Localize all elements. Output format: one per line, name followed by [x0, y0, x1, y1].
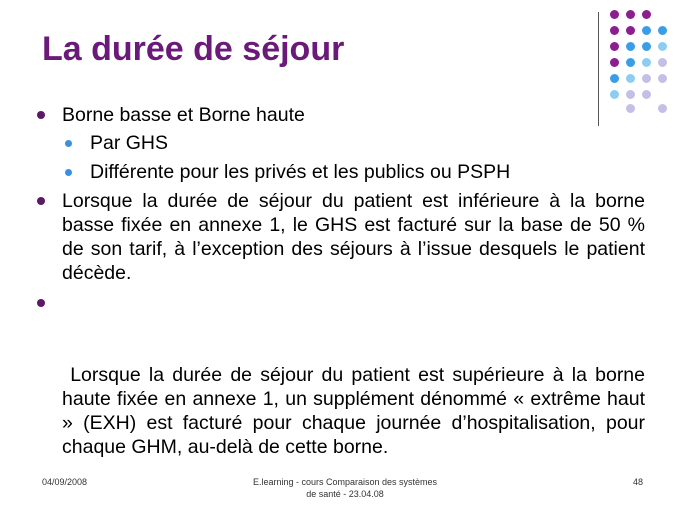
decor-dot — [658, 74, 667, 83]
bullet-dot — [37, 111, 45, 119]
bullet-item — [30, 189, 645, 285]
footer-course-line1: E.learning - cours Comparaison des systèmes — [252, 477, 438, 487]
decor-dot — [610, 74, 619, 83]
decor-dot — [658, 58, 667, 67]
bullet-dot — [37, 197, 45, 205]
decor-dot — [642, 26, 651, 35]
decor-dot — [642, 74, 651, 83]
bullet-text: Lorsque la durée de séjour du patient est supérieure à la borne haute fixée en annexe 1, un supplément dénommé « extrême haut » (EXH) est facturé pour chaque journée d’hospitalisation, pour chaque GHM, au-delà de cette borne. — [62, 364, 651, 458]
decor-dot — [626, 90, 635, 99]
decor-dot — [642, 58, 651, 67]
slide-title: La durée de séjour — [42, 30, 345, 68]
bullet-item — [30, 291, 651, 507]
decor-dot — [610, 90, 619, 99]
decor-dot — [642, 42, 651, 51]
decor-dot — [610, 26, 619, 35]
footer-page-number: 48 — [633, 477, 644, 487]
decor-dot — [626, 26, 635, 35]
decor-dot — [658, 26, 667, 35]
bullet-text: Lorsque la durée de séjour du patient est inférieure à la borne basse fixée en annexe 1, le GHS est facturé sur la base de 50 % de son tarif, à l’exception des séjours à l’issue desquels le patient décède. — [62, 190, 645, 284]
decor-dot — [610, 58, 619, 67]
decor-dot — [626, 58, 635, 67]
decor-dot — [658, 42, 667, 51]
slide-body — [30, 103, 651, 511]
decor-dot — [642, 90, 651, 99]
decor-dot — [610, 42, 619, 51]
sub-bullet-item — [30, 131, 645, 155]
decor-dot — [658, 104, 667, 113]
decor-dot — [626, 74, 635, 83]
bullet-text: Différente pour les privés et les publics ou PSPH — [90, 161, 511, 183]
bullet-item — [30, 103, 645, 127]
decorative-dot-grid — [608, 8, 678, 112]
decor-dot — [610, 10, 619, 19]
bullet-dot — [65, 169, 72, 176]
footer-course-line2: de santé - 23.04.08 — [306, 489, 384, 499]
bullet-dot — [37, 299, 45, 307]
bullet-text: Par GHS — [90, 132, 169, 154]
decor-dot — [626, 42, 635, 51]
footer-course — [200, 476, 490, 500]
decor-dot — [626, 10, 635, 19]
decor-dot — [642, 10, 651, 19]
sub-bullet-item — [30, 160, 645, 184]
bullet-dot — [65, 140, 72, 147]
bullet-text: Borne basse et Borne haute — [62, 104, 305, 126]
footer-date: 04/09/2008 — [42, 477, 88, 487]
